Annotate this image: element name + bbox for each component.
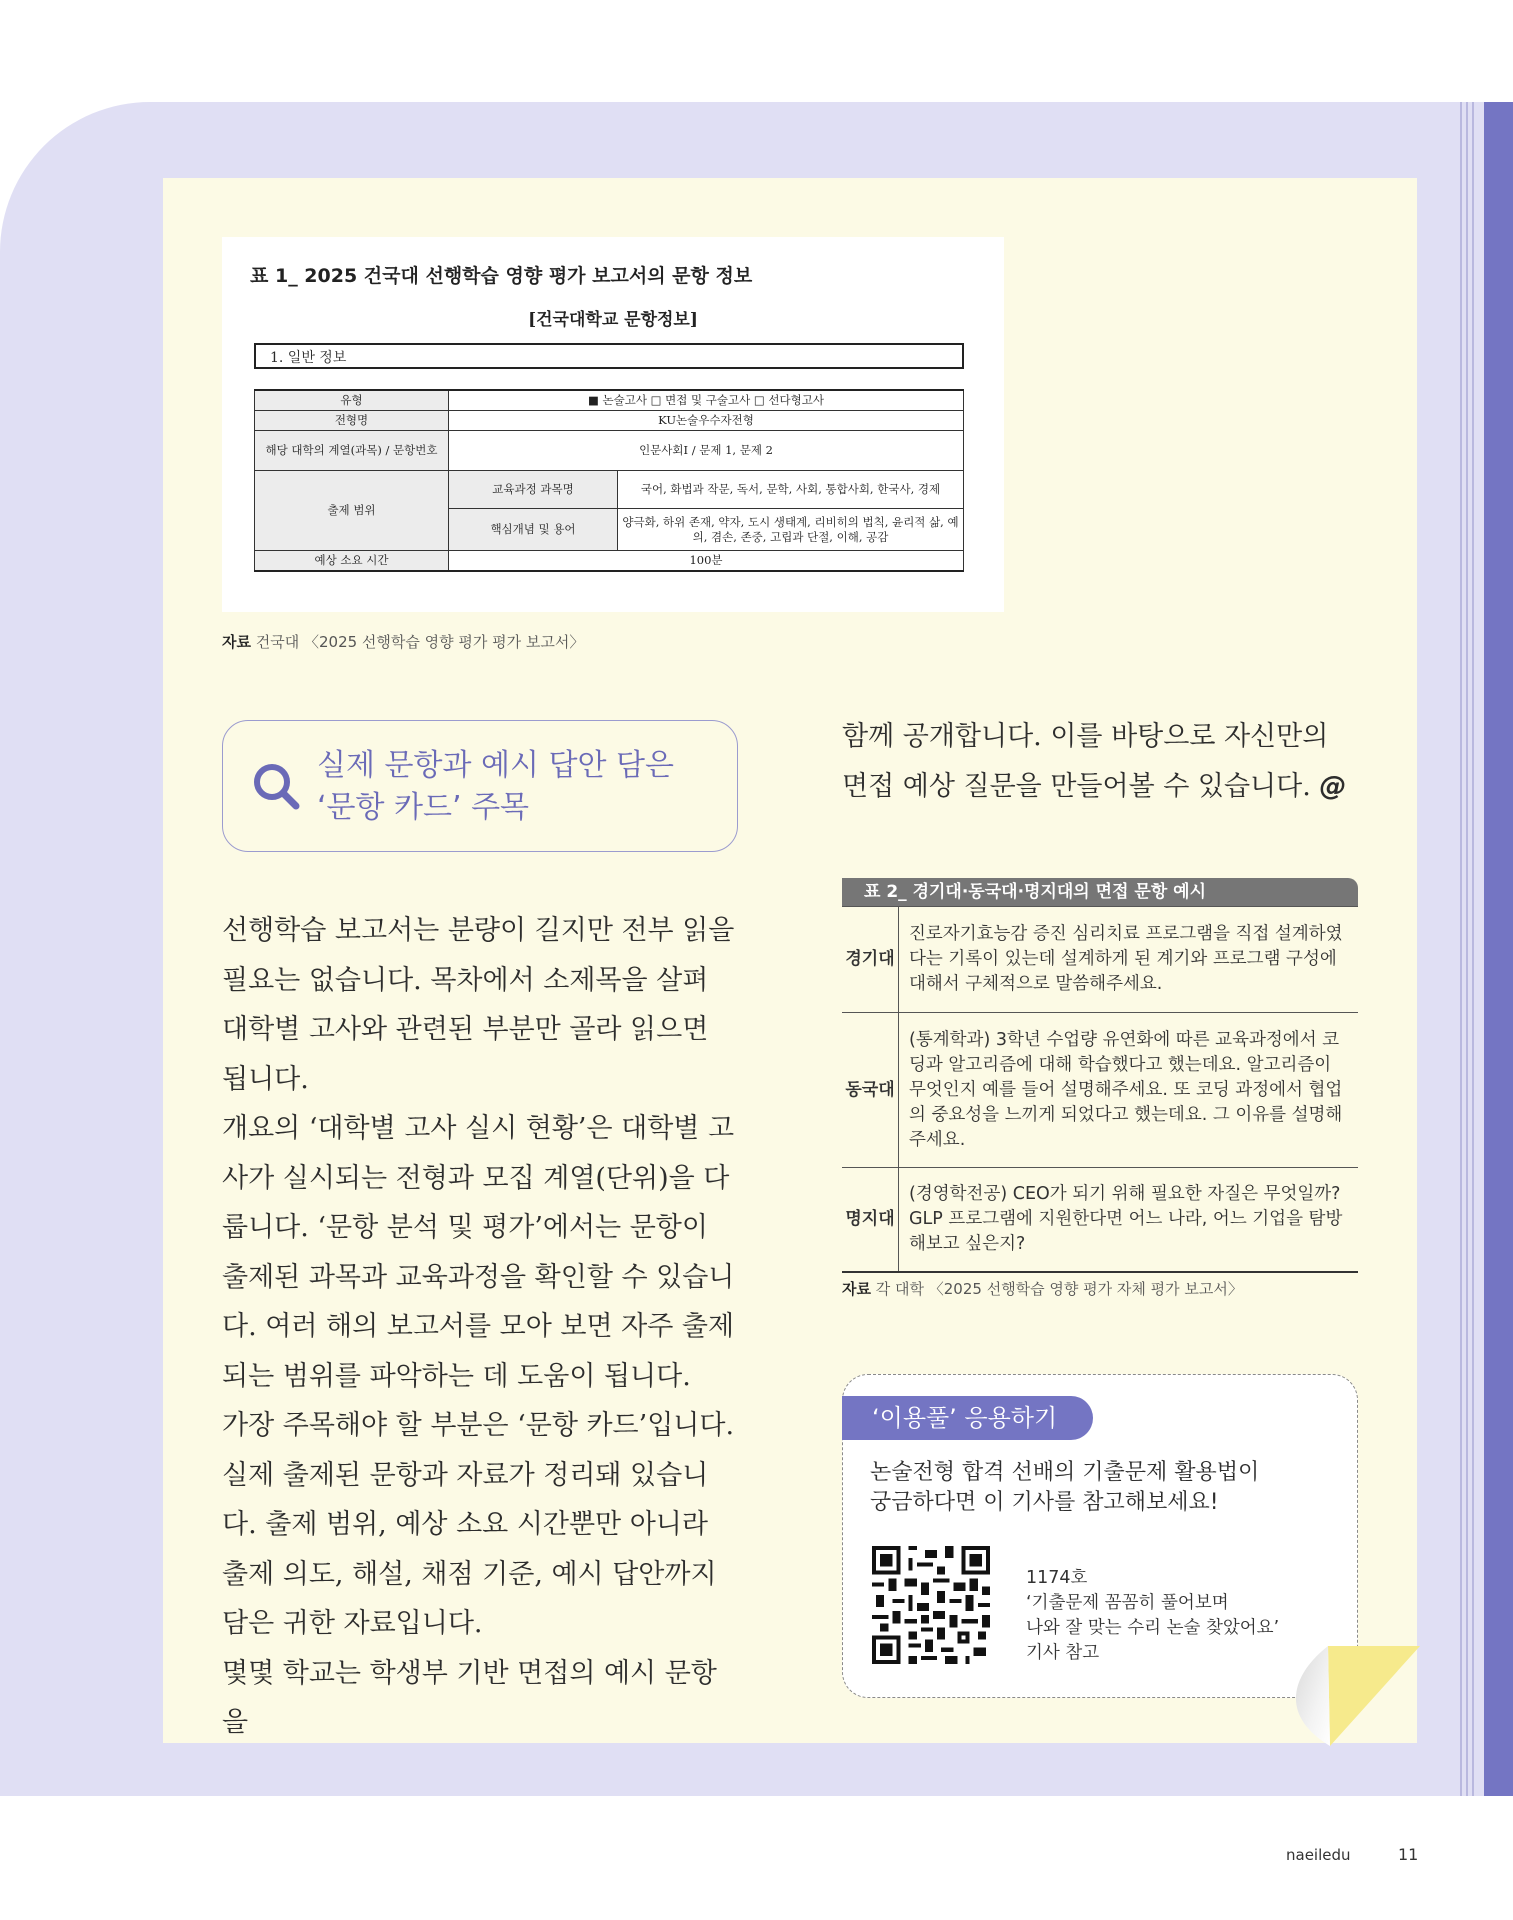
table1-source xyxy=(222,631,584,652)
edge-accent-bar xyxy=(1484,102,1513,1796)
end-mark-icon: @ xyxy=(1319,771,1347,802)
page-number: 11 xyxy=(1398,1845,1419,1864)
table2-university: 명지대 xyxy=(842,1168,899,1272)
table2-grid xyxy=(842,906,1358,1273)
table1-cell: 100분 xyxy=(449,551,964,572)
source-label: 자료 xyxy=(842,1280,871,1298)
description-line: 궁금하다면 이 기사를 참고해보세요! xyxy=(870,1490,1219,1515)
table2-university: 경기대 xyxy=(842,907,899,1013)
description-line: 논술전형 합격 선배의 기출문제 활용법이 xyxy=(870,1460,1260,1485)
body-paragraph: 가장 주목해야 할 부분은 ‘문항 카드’입니다. 실제 출제된 문항과 자료가 정리돼 있습니다. 출제 범위, 예상 소요 시간뿐만 아니라 출제 의도, 해설, 채점 기준, 예시 답안까지 담은 귀한 자료입니다. xyxy=(222,1410,735,1639)
qr-code-icon[interactable] xyxy=(872,1546,990,1664)
table1-cell: 국어, 화법과 작문, 독서, 문학, 사회, 통합사회, 한국사, 경제 xyxy=(618,471,964,509)
table1-subtitle: [건국대학교 문항정보] xyxy=(528,310,698,330)
related-article-description xyxy=(870,1458,1259,1518)
note-line: 나와 잘 맞는 수리 논술 찾았어요’ xyxy=(1026,1618,1280,1638)
edge-stripe xyxy=(1472,102,1474,1796)
table1-cell: 출제 범위 xyxy=(255,471,449,551)
table1-cell: ■ 논술고사 □ 면접 및 구술고사 □ 선다형고사 xyxy=(449,390,964,411)
table1-cell: 양극화, 하위 존재, 약자, 도시 생태계, 리비히의 법칙, 윤리적 삶, 예의, 겸손, 존중, 고립과 단절, 이해, 공감 xyxy=(618,509,964,551)
heading-line: 실제 문항과 예시 답안 담은 xyxy=(317,748,674,783)
magnifier-icon xyxy=(251,761,301,811)
edge-stripe xyxy=(1466,102,1468,1796)
table1-figure xyxy=(222,237,1004,612)
table1-cell: KU논술우수자전형 xyxy=(449,411,964,431)
table1-cell: 해당 대학의 계열(과목) / 문항번호 xyxy=(255,431,449,471)
table2-question: (경영학전공) CEO가 되기 위해 필요한 자질은 무엇일까? GLP 프로그램에 지원한다면 어느 나라, 어느 기업을 탐방해보고 싶은지? xyxy=(899,1168,1359,1272)
table1-title: 표 1_ 2025 건국대 선행학습 영향 평가 보고서의 문항 정보 xyxy=(250,265,753,287)
source-text: 건국대 〈2025 선행학습 영향 평가 평가 보고서〉 xyxy=(250,633,585,651)
table1-cell: 인문사회Ⅰ / 문제 1, 문제 2 xyxy=(449,431,964,471)
body-paragraph: 개요의 ‘대학별 고사 실시 현황’은 대학별 고사가 실시되는 전형과 모집 계열(단위)을 다룹니다. ‘문항 분석 및 평가’에서는 문항이 출제된 과목과 교육과정을 확인할 수 있습니다. 여러 해의 보고서를 모아 보면 자주 출제되는 범위를 파악하는 데 도움이 됩니다. xyxy=(222,1113,735,1392)
footer-site-name: naeiledu xyxy=(1286,1846,1351,1864)
table1-cell: 예상 소요 시간 xyxy=(255,551,449,572)
table2-source xyxy=(842,1278,1243,1299)
related-article-pill: ‘이용풀’ 응용하기 xyxy=(842,1396,1093,1440)
source-text: 각 대학 〈2025 선행학습 영향 평가 자체 평가 보고서〉 xyxy=(870,1280,1243,1298)
table2-question: (통계학과) 3학년 수업량 유연화에 따른 교육과정에서 코딩과 알고리즘에 대해 학습했다고 했는데요. 알고리즘이 무엇인지 예를 들어 설명해주세요. 또 코딩 과정에서 협업의 중요성을 느끼게 되었다고 했는데요. 그 이유를 설명해주세요. xyxy=(899,1013,1359,1168)
section-heading-box xyxy=(222,720,738,852)
edge-stripe xyxy=(1460,102,1462,1796)
body-paragraph: 함께 공개합니다. 이를 바탕으로 자신만의 면접 예상 질문을 만들어볼 수 있습니다. xyxy=(842,721,1329,802)
table2-title: 표 2_ 경기대·동국대·명지대의 면접 문항 예시 xyxy=(842,878,1358,906)
table1-cell: 전형명 xyxy=(255,411,449,431)
note-line: 기사 참고 xyxy=(1026,1643,1100,1663)
source-label: 자료 xyxy=(222,633,251,651)
body-paragraph: 선행학습 보고서는 분량이 길지만 전부 읽을 필요는 없습니다. 목차에서 소제목을 살펴 대학별 고사와 관련된 부분만 골라 읽으면 됩니다. xyxy=(222,915,735,1095)
table1-cell: 핵심개념 및 용어 xyxy=(449,509,618,551)
section-heading xyxy=(317,745,674,829)
body-paragraph: 몇몇 학교는 학생부 기반 면접의 예시 문항을 xyxy=(222,1657,717,1738)
table1-section: 1. 일반 정보 xyxy=(254,343,964,369)
table1-grid xyxy=(254,389,964,572)
related-article-note xyxy=(1026,1566,1279,1666)
article-body xyxy=(222,906,742,1748)
note-line: 1174호 xyxy=(1026,1568,1088,1588)
table2-question: 진로자기효능감 증진 심리치료 프로그램을 직접 설계하였다는 기록이 있는데 설계하게 된 계기와 프로그램 구성에 대해서 구체적으로 말씀해주세요. xyxy=(899,907,1359,1013)
heading-line: ‘문항 카드’ 주목 xyxy=(317,790,530,825)
table1-cell: 교육과정 과목명 xyxy=(449,471,618,509)
note-line: ‘기출문제 꼼꼼히 풀어보며 xyxy=(1026,1593,1229,1613)
page-curl-icon xyxy=(1250,1646,1420,1746)
table1-cell: 유형 xyxy=(255,390,449,411)
article-body-continued xyxy=(842,712,1362,812)
table2-university: 동국대 xyxy=(842,1013,899,1168)
